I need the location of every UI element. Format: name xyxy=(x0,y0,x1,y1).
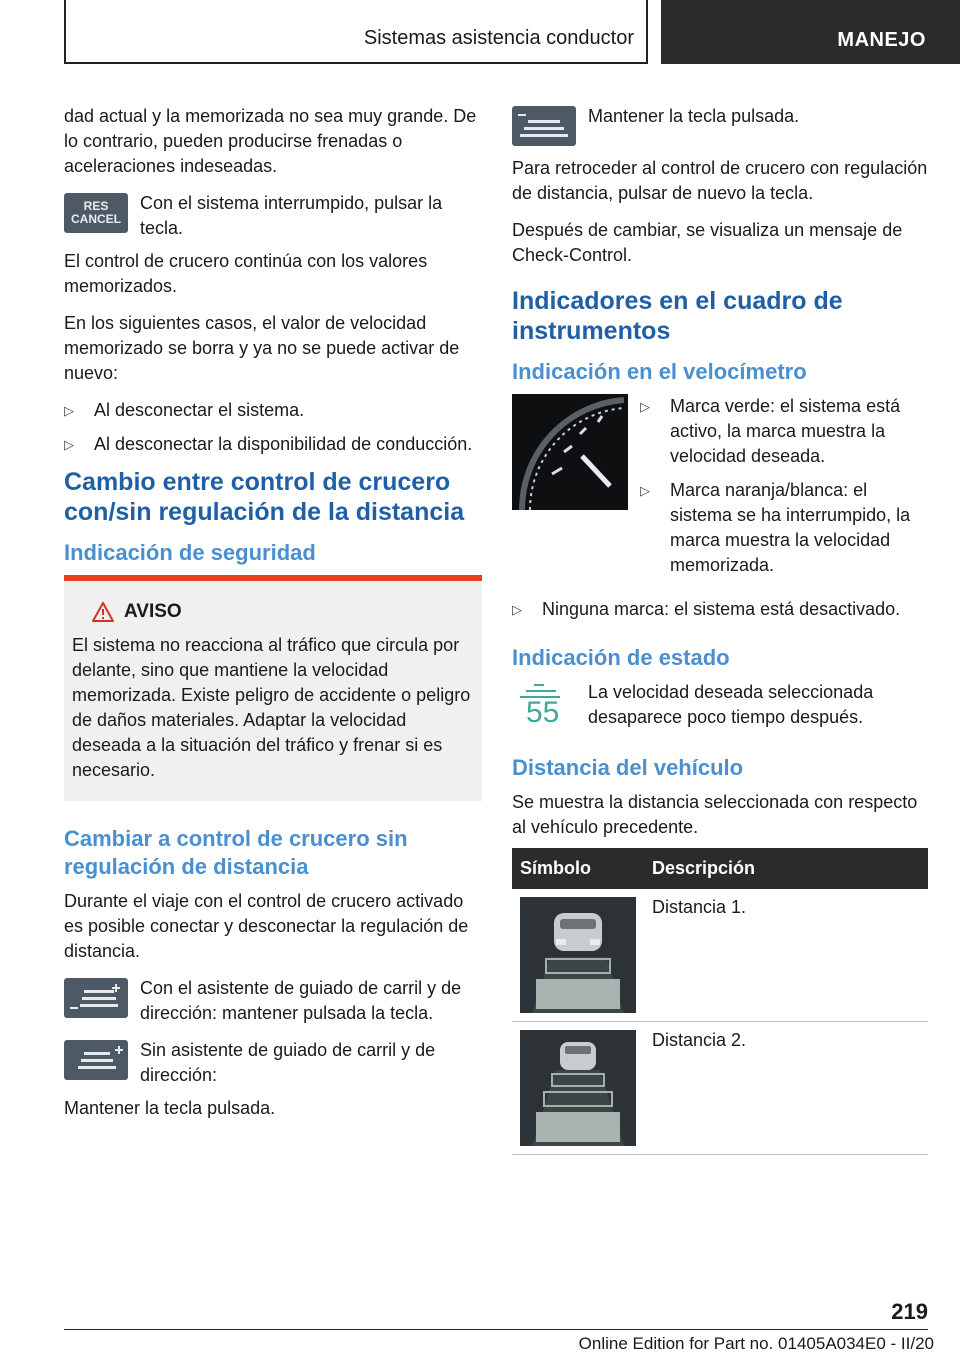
distance-button-minus-icon xyxy=(512,106,576,146)
footer-edition: Online Edition for Part no. 01405A034E0 - II/20 xyxy=(578,1334,934,1353)
warning-text: El sistema no reacciona al tráfico que circula por delante, sino que mantiene la velocidad memorizada. Existe peligro de accidente o peligro de daños materiales. Adaptar la velocidad deseada a la situación del tráfico y frenar si es necesario. xyxy=(72,635,471,780)
chapter-title: Sistemas asistencia conductor xyxy=(363,27,634,49)
subsection-heading: Distancia del vehículo xyxy=(512,755,744,780)
button-with-assist-text: Con el asistente de guiado de carril y de dirección: mantener pulsada la tecla. xyxy=(140,978,462,1023)
paragraph: Después de cambiar, se visualiza un mensaje de Check-Control. xyxy=(512,220,903,265)
table-row xyxy=(512,889,928,1022)
subsection-heading: Indicación de seguridad xyxy=(64,540,316,565)
distance-button-plus-icon xyxy=(64,1040,128,1080)
section-heading: Cambio entre control de crucero con/sin regulación de la distancia xyxy=(64,468,465,526)
subsection-heading: Cambiar a control de crucero sin regulación de distancia xyxy=(64,826,408,879)
table-cell: Distancia 1. xyxy=(644,889,928,1022)
section-label: MANEJO xyxy=(837,29,926,51)
list-item: ▷ Ninguna marca: el sistema está desactivado. xyxy=(512,597,928,622)
list-item: ▷ Marca verde: el sistema está activo, la marca muestra la velocidad deseada. xyxy=(640,396,901,466)
distance-symbol-table xyxy=(512,848,928,1155)
table-row xyxy=(512,1022,928,1155)
section-heading: Indicadores en el cuadro de instrumentos xyxy=(512,287,843,345)
res-cancel-row xyxy=(64,191,482,241)
table-cell: Distancia 2. xyxy=(644,1022,928,1155)
button-hold-text: Mantener la tecla pulsada. xyxy=(588,106,800,126)
res-cancel-button-icon: RES CANCEL xyxy=(64,193,128,233)
list-item: ▷ Al desconectar la disponibilidad de conducción. xyxy=(64,432,482,457)
triangle-bullet-icon: ▷ xyxy=(64,437,74,452)
bullet-list xyxy=(64,398,482,457)
paragraph: El control de crucero continúa con los valores memorizados. xyxy=(64,251,428,296)
warning-triangle-icon xyxy=(92,602,114,622)
button-hold-row xyxy=(512,104,928,146)
button-with-assist-row xyxy=(64,976,482,1026)
left-column xyxy=(64,104,482,1133)
status-row xyxy=(512,680,928,734)
right-column xyxy=(512,104,928,1155)
distance-2-car-icon xyxy=(520,1030,636,1146)
list-item: ▷ Marca naranja/blanca: el sistema se ha interrumpido, la marca muestra la velocidad memorizada. xyxy=(640,480,911,575)
list-item: ▷ Al desconectar el sistema. xyxy=(64,398,482,423)
warning-box xyxy=(64,575,482,801)
speedometer-image xyxy=(512,394,628,510)
distance-button-minus-plus-icon xyxy=(64,978,128,1018)
header-frame xyxy=(64,0,648,64)
paragraph: dad actual y la memorizada no sea muy grande. De lo contrario, pueden producirse frenadas o aceleraciones indeseadas. xyxy=(64,106,477,176)
section-tab xyxy=(661,0,960,64)
page-number: 219 xyxy=(891,1299,928,1324)
button-without-assist-row xyxy=(64,1038,482,1088)
subsection-heading: Indicación en el velocímetro xyxy=(512,359,807,384)
footer-divider xyxy=(64,1329,928,1330)
bullet-list xyxy=(512,597,928,622)
status-speed-icon: 55 xyxy=(512,682,576,734)
triangle-bullet-icon: ▷ xyxy=(640,399,650,414)
paragraph: En los siguientes casos, el valor de velocidad memorizado se borra y ya no se puede activar de nuevo: xyxy=(64,313,460,383)
paragraph: Para retroceder al control de crucero con regulación de distancia, pulsar de nuevo la tecla. xyxy=(512,158,928,203)
column-header: Descripción xyxy=(644,848,928,889)
speedo-bullet-list xyxy=(640,394,928,587)
distance-1-car-icon xyxy=(520,897,636,1013)
subsection-heading: Indicación de estado xyxy=(512,645,730,670)
triangle-bullet-icon: ▷ xyxy=(64,403,74,418)
speedometer-row xyxy=(512,394,928,587)
table-header-row xyxy=(512,848,928,889)
column-header: Símbolo xyxy=(512,848,644,889)
paragraph: Se muestra la distancia seleccionada con respecto al vehículo precedente. xyxy=(512,792,918,837)
button-without-assist-text: Sin asistente de guiado de carril y de dirección: xyxy=(140,1040,436,1085)
warning-title: AVISO xyxy=(92,601,474,623)
triangle-bullet-icon: ▷ xyxy=(512,602,522,617)
triangle-bullet-icon: ▷ xyxy=(640,483,650,498)
status-text: La velocidad deseada seleccionada desaparece poco tiempo después. xyxy=(588,682,874,727)
res-cancel-text: Con el sistema interrumpido, pulsar la tecla. xyxy=(140,193,443,238)
paragraph: Durante el viaje con el control de crucero activado es posible conectar y desconectar la regulación de distancia. xyxy=(64,891,469,961)
paragraph: Mantener la tecla pulsada. xyxy=(64,1098,276,1118)
